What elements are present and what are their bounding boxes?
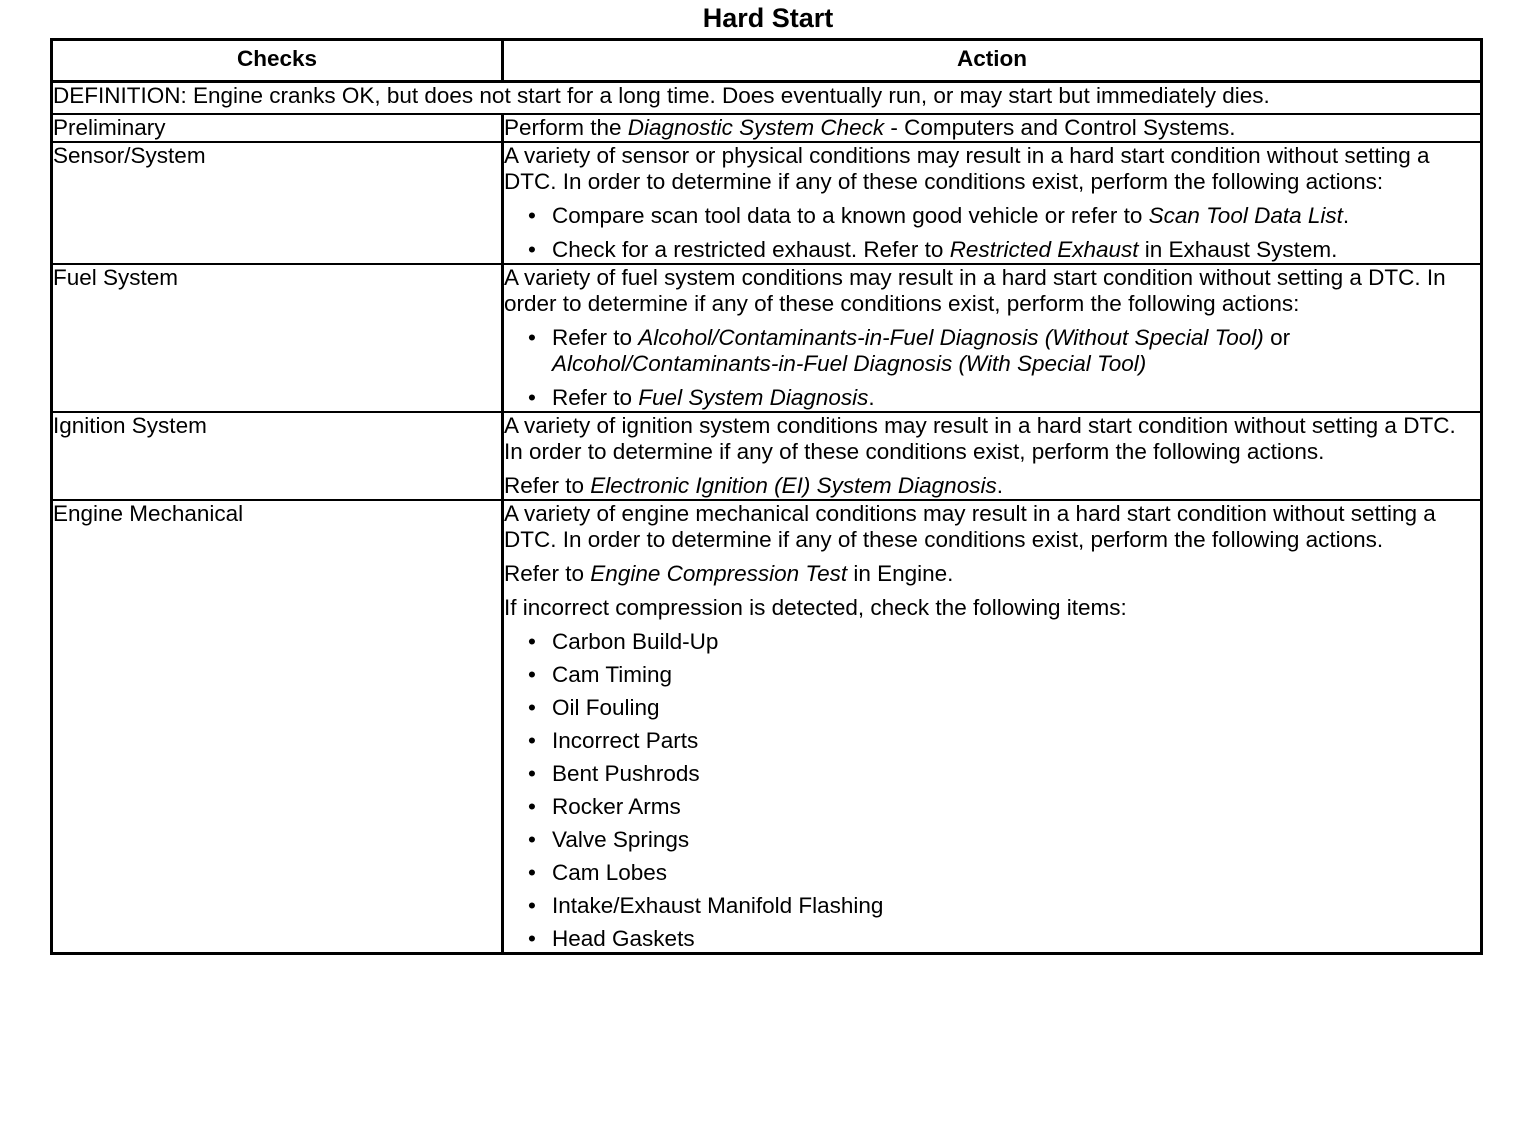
bullet-icon: • <box>528 203 536 228</box>
ref-fuel-system-diagnosis: Fuel System Diagnosis <box>638 385 869 410</box>
text: . <box>1342 203 1350 228</box>
ref-scan-tool-data-list: Scan Tool Data List <box>1148 203 1343 228</box>
list-item <box>528 237 1480 263</box>
definition-row <box>52 82 1482 115</box>
engine-item-text: Cam Lobes <box>552 860 668 885</box>
engine-item-text: Incorrect Parts <box>552 728 699 753</box>
bullet-icon: • <box>528 325 536 350</box>
engine-item-text: Carbon Build-Up <box>552 629 719 654</box>
text: Compare scan tool data to a known good vehicle or refer to <box>552 203 1149 228</box>
check-ignition-system: Ignition System <box>52 412 503 500</box>
bullet-icon: • <box>528 385 536 410</box>
table-row <box>52 264 1482 412</box>
list-item <box>528 761 1480 787</box>
bullet-icon: • <box>528 695 536 720</box>
table-row <box>52 114 1482 142</box>
header-action: Action <box>503 40 1482 82</box>
action-sensor-system <box>503 142 1482 264</box>
fuel-intro: A variety of fuel system conditions may result in a hard start condition without setting a DTC. In order to determine if any of these conditions exist, perform the following actions: <box>504 265 1446 316</box>
ref-restricted-exhaust: Restricted Exhaust <box>949 237 1139 262</box>
text: Perform the <box>504 115 628 140</box>
list-item <box>528 926 1480 952</box>
text: Refer to <box>504 473 591 498</box>
text: Check for a restricted exhaust. Refer to <box>552 237 950 262</box>
text: or <box>1263 325 1291 350</box>
bullet-icon: • <box>528 237 536 262</box>
check-fuel-system: Fuel System <box>52 264 503 412</box>
engine-item-text: Valve Springs <box>552 827 690 852</box>
table-row <box>52 500 1482 954</box>
engine-item-text: Cam Timing <box>552 662 673 687</box>
sensor-intro: A variety of sensor or physical conditions may result in a hard start condition without setting a DTC. In order to determine if any of these conditions exist, perform the following actions: <box>504 143 1430 194</box>
list-item <box>528 794 1480 820</box>
hard-start-table <box>50 38 1483 955</box>
ref-diagnostic-system-check: Diagnostic System Check <box>627 115 885 140</box>
table-row <box>52 412 1482 500</box>
ref-alcohol-with-tool: Alcohol/Contaminants-in-Fuel Diagnosis (With Special Tool) <box>552 351 1147 376</box>
bullet-icon: • <box>528 662 536 687</box>
engine-item-text: Oil Fouling <box>552 695 660 720</box>
definition-text: DEFINITION: Engine cranks OK, but does not start for a long time. Does eventually run, or may start but immediately dies. <box>52 82 1482 115</box>
engine-intro: A variety of engine mechanical conditions may result in a hard start condition without setting a DTC. In order to determine if any of these conditions exist, perform the following actions. <box>504 501 1436 552</box>
list-item <box>528 860 1480 886</box>
bullet-icon: • <box>528 860 536 885</box>
table-row <box>52 142 1482 264</box>
bullet-icon: • <box>528 794 536 819</box>
text: . <box>996 473 1003 498</box>
list-item <box>528 203 1480 229</box>
engine-item-text: Rocker Arms <box>552 794 681 819</box>
list-item <box>528 695 1480 721</box>
text: in Engine. <box>847 561 954 586</box>
action-engine-mechanical <box>503 500 1482 954</box>
action-ignition-system <box>503 412 1482 500</box>
ref-alcohol-without-tool: Alcohol/Contaminants-in-Fuel Diagnosis (Without Special Tool) <box>638 325 1264 350</box>
text: Refer to <box>552 325 639 350</box>
text: Refer to <box>504 561 591 586</box>
list-item <box>528 325 1480 377</box>
text: in Exhaust System. <box>1138 237 1338 262</box>
bullet-icon: • <box>528 893 536 918</box>
check-sensor-system: Sensor/System <box>52 142 503 264</box>
check-engine-mechanical: Engine Mechanical <box>52 500 503 954</box>
action-fuel-system <box>503 264 1482 412</box>
list-item <box>528 385 1480 411</box>
action-preliminary <box>503 114 1482 142</box>
header-checks: Checks <box>52 40 503 82</box>
text: Refer to <box>552 385 639 410</box>
list-item <box>528 728 1480 754</box>
page-title: Hard Start <box>702 3 834 33</box>
check-preliminary: Preliminary <box>52 114 503 142</box>
list-item <box>528 893 1480 919</box>
bullet-icon: • <box>528 827 536 852</box>
engine-item-text: Bent Pushrods <box>552 761 700 786</box>
bullet-icon: • <box>528 761 536 786</box>
engine-item-text: Head Gaskets <box>552 926 695 951</box>
ref-electronic-ignition: Electronic Ignition (EI) System Diagnosis <box>590 473 997 498</box>
list-item <box>528 662 1480 688</box>
ref-engine-compression-test: Engine Compression Test <box>590 561 848 586</box>
engine-items-list <box>504 629 1480 952</box>
engine-item-text: Intake/Exhaust Manifold Flashing <box>552 893 884 918</box>
list-item <box>528 827 1480 853</box>
bullet-icon: • <box>528 728 536 753</box>
bullet-icon: • <box>528 926 536 951</box>
engine-items-intro: If incorrect compression is detected, check the following items: <box>504 595 1127 620</box>
text: . <box>868 385 875 410</box>
ignition-intro: A variety of ignition system conditions may result in a hard start condition without setting a DTC. In order to determine if any of these conditions exist, perform the following actions. <box>504 413 1456 464</box>
text: - Computers and Control Systems. <box>884 115 1236 140</box>
list-item <box>528 629 1480 655</box>
bullet-icon: • <box>528 629 536 654</box>
header-row <box>52 40 1482 82</box>
